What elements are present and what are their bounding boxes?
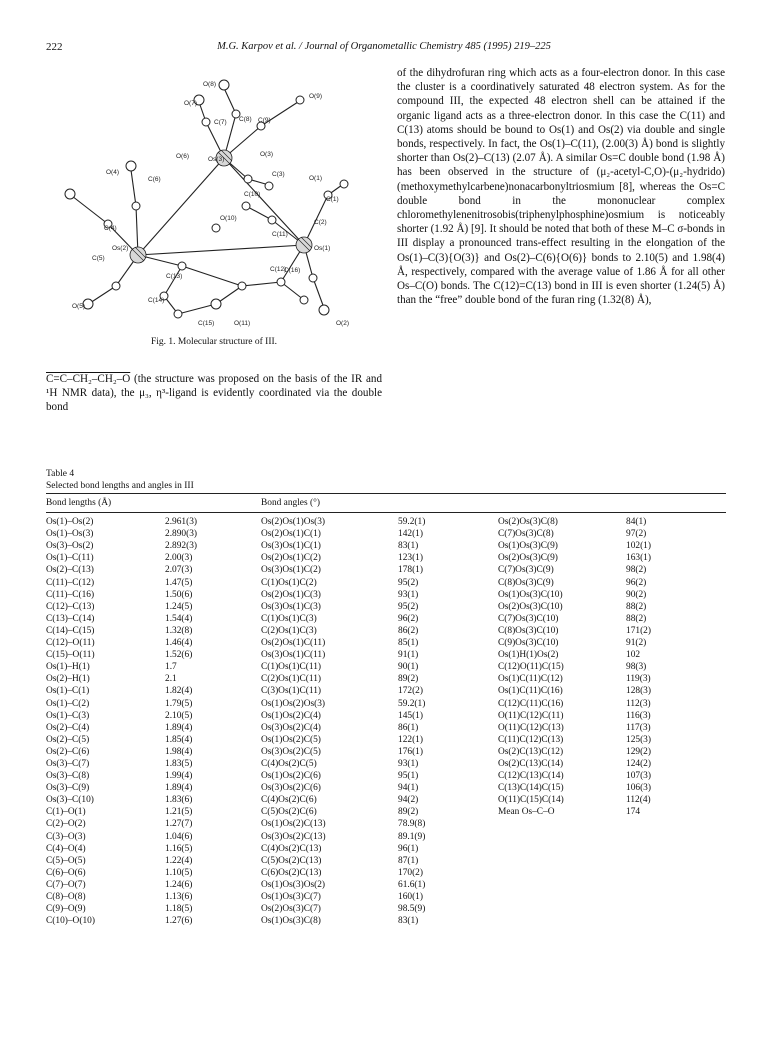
table-row: [46, 770, 726, 782]
table-cell: 170(2): [398, 867, 423, 878]
table-cell: 89.1(9): [398, 831, 426, 842]
table-cell: Os(1)–C(11): [46, 553, 94, 564]
table-cell: Os(1)–C(2): [46, 698, 90, 709]
table-row: [46, 540, 726, 552]
table-cell: C(10)–O(10): [46, 916, 95, 927]
table-cell: C(11)–C(16): [46, 589, 95, 600]
table-cell: 1.32(8): [165, 625, 193, 636]
table-row: [46, 685, 726, 697]
table-row: [46, 661, 726, 673]
table-cell: Os(1)–C(1): [46, 686, 90, 697]
table-cell: Os(2)–H(1): [46, 674, 90, 685]
table-cell: 96(1): [398, 843, 419, 854]
atom-label: Os(2): [112, 245, 129, 252]
table-cell: Os(3)Os(2)C(6): [261, 783, 321, 794]
table-cell: 83(1): [398, 541, 419, 552]
table-cell: 171(2): [626, 625, 651, 636]
table-cell: 1.46(4): [165, 638, 193, 649]
atom-label: C(7): [214, 119, 227, 126]
table-cell: Os(1)Os(3)C(10): [498, 589, 563, 600]
table-cell: Os(1)Os(3)C(7): [261, 892, 321, 902]
table-cell: [498, 891, 626, 903]
table-row: [46, 710, 726, 722]
table-cell: 98.5(9): [398, 904, 426, 915]
table-cell: C(12)O(11)C(15): [498, 662, 564, 673]
molecular-structure-figure: [56, 60, 360, 330]
table-cell: C(2)–O(2): [46, 819, 86, 830]
table-cell: 119(3): [626, 674, 651, 685]
atom-label: Os(3): [208, 156, 225, 163]
table-cell: C(7)Os(3)C(8): [498, 529, 554, 540]
table-cell: 90(1): [398, 662, 419, 673]
table-cell: C(5)Os(2)C(6): [261, 807, 317, 818]
table-cell: 88(2): [626, 601, 647, 612]
molecule-drawing: [56, 60, 360, 330]
table-cell: Os(1)C(11)C(12): [498, 674, 563, 685]
table-cell: Os(2)–C(5): [46, 734, 90, 745]
atom-label: O(10): [220, 215, 237, 222]
table-cell: 107(3): [626, 771, 651, 782]
table-cell: Os(2)Os(3)C(8): [498, 517, 558, 528]
table-cell: 1.83(5): [165, 758, 193, 769]
table-cell: C(5)–O(5): [46, 855, 86, 866]
table-cell: [498, 903, 626, 915]
table-cell: Os(2)C(13)C(12): [498, 746, 564, 757]
table-cell: [498, 879, 626, 891]
table-cell: C(7)–O(7): [46, 879, 86, 890]
table-cell: C(1)Os(1)C(3): [261, 613, 317, 624]
table-cell: 1.79(5): [165, 698, 193, 709]
table-cell: 112(3): [626, 698, 651, 709]
overlined-formula: C=C–CH₂–CH₂–O: [46, 373, 131, 385]
table-cell: 2.890(3): [165, 529, 198, 540]
right-column-text: of the dihydrofuran ring which acts as a four-electron donor. In this case the cluster is a coordinatively saturated 48 electron system. As for the compound III, the expected 48 electron shell can be attained if the organic ligand acts as a three-electron donor. In this case the C(11) and C(13) atoms should be bound to Os(1) and Os(2) via double and single bonds, respectively. In fact, the Os(1)–C(11), (2.00(3) Å) bond is slightly shorter than Os(2)–C(13) (2.07 Å). A similar Os=C double bond (1.98 Å) has been observed in the structure of (μ₂-acetyl-C,O)-(μ₂-hydrido)(methoxymethylcarbene)nonacarbonyltriosmium [8], whereas the Os=C double bond in the mononuclear complex chloromethylenenitrosobis(triphenylphosphine)osmium is noticeably shorter (1.92 Å) [9]. It should be noted that both of these M–C σ-bonds in III display a pronounced trans-effect resulting in the elongation of the Os(1)–C(3){O(3)} and Os(2)–C(6){O(6)} bonds to 2.10(5) and 1.98(4) Å, respectively, compared with the average value of 1.86 Å for all other Os–C(O) bonds. The C(12)=C(13) bond in III is even shorter (1.24(5) Å) than the “free” double bond of the furan ring (1.32(8) Å),: [397, 67, 725, 307]
table-cell: Os(1)Os(2)Os(3): [261, 698, 326, 709]
table-cell: 89(2): [398, 807, 419, 818]
table-cell: C(13)C(14)C(15): [498, 783, 564, 794]
table-cell: 1.27(6): [165, 916, 193, 927]
table-cell: 86(2): [398, 625, 419, 636]
table-cell: 2.07(3): [165, 565, 193, 576]
table-cell: Os(3)Os(2)C(4): [261, 722, 321, 733]
table-cell: [498, 915, 626, 927]
table-cell: C(11)C(12)C(13): [498, 734, 564, 745]
table-cell: Os(3)Os(2)C(13): [261, 831, 326, 842]
table-cell: [498, 843, 626, 855]
table-row: [46, 843, 726, 855]
table-cell: 1.7: [165, 662, 177, 673]
table-cell: 93(1): [398, 589, 419, 600]
table-cell: 98(3): [626, 662, 647, 673]
table-cell: 1.98(4): [165, 746, 193, 757]
table-cell: 95(2): [398, 601, 419, 612]
table-cell: C(11)–C(12): [46, 577, 95, 588]
table-cell: 86(1): [398, 722, 419, 733]
table-cell: C(7)Os(3)C(10): [498, 613, 559, 624]
table-cell: [626, 831, 726, 843]
atom-label: O(7): [184, 100, 197, 107]
table-row: [46, 734, 726, 746]
atom-label: C(13): [166, 273, 183, 280]
table-cell: C(4)Os(2)C(5): [261, 758, 317, 769]
table-cell: Os(1)Os(2)C(4): [261, 710, 321, 721]
table-cell: 96(2): [626, 577, 647, 588]
table-cell: Os(2)Os(1)C(2): [261, 553, 321, 564]
atom-label: O(4): [106, 169, 119, 176]
table-cell: Mean Os–C–O: [498, 807, 555, 818]
table-cell: [626, 867, 726, 879]
table-cell: C(4)Os(2)C(6): [261, 795, 317, 806]
table-cell: 61.6(1): [398, 879, 426, 890]
table-cell: 117(3): [626, 722, 651, 733]
table-cell: 1.89(4): [165, 722, 193, 733]
table-cell: 89(2): [398, 674, 419, 685]
table-cell: 2.961(3): [165, 517, 198, 528]
table-cell: C(14)–C(15): [46, 625, 95, 636]
table-cell: 1.22(4): [165, 855, 193, 866]
table-cell: C(5)Os(2)C(13): [261, 855, 322, 866]
table-cell: Os(1)–Os(2): [46, 517, 94, 528]
table-cell: C(1)Os(1)C(11): [261, 662, 322, 673]
table-cell: 1.99(4): [165, 771, 193, 782]
table-cell: 124(2): [626, 758, 651, 769]
table-cell: C(12)–C(13): [46, 601, 95, 612]
atom-label: C(9): [258, 117, 271, 124]
table-row: [46, 528, 726, 540]
table-cell: 1.24(5): [165, 601, 193, 612]
table-cell: 90(2): [626, 589, 647, 600]
table-cell: [626, 903, 726, 915]
table-cell: 163(1): [626, 553, 651, 564]
table-cell: Os(2)Os(3)C(10): [498, 601, 563, 612]
table-cell: 84(1): [626, 517, 647, 528]
table-row: [46, 867, 726, 879]
table-row: [46, 794, 726, 806]
table-cell: 98(2): [626, 565, 647, 576]
table-cell: 174: [626, 807, 641, 818]
table-cell: Os(3)–C(8): [46, 771, 90, 782]
table-cell: 123(1): [398, 553, 423, 564]
table-row: [46, 831, 726, 843]
table-cell: C(4)Os(2)C(13): [261, 843, 322, 854]
table-cell: 1.50(6): [165, 589, 193, 600]
table-row: [46, 589, 726, 601]
table-cell: [498, 818, 626, 830]
table-cell: Os(1)Os(2)C(6): [261, 771, 321, 782]
table-cell: 1.83(6): [165, 795, 193, 806]
table-cell: 1.10(5): [165, 867, 193, 878]
table-cell: Os(1)–C(3): [46, 710, 90, 721]
table-cell: 93(1): [398, 758, 419, 769]
table-row: [46, 903, 726, 915]
table-cell: 1.13(6): [165, 892, 193, 902]
table-cell: 1.21(5): [165, 807, 193, 818]
table-cell: C(13)–C(14): [46, 613, 95, 624]
table-row: [46, 915, 726, 927]
table-cell: Os(1)Os(3)C(8): [261, 916, 321, 927]
table-cell: 94(1): [398, 783, 419, 794]
table-cell: [498, 867, 626, 879]
atom-label: C(1): [326, 196, 339, 203]
table-cell: 78.9(8): [398, 819, 426, 830]
table-cell: Os(1)–Os(3): [46, 529, 94, 540]
table-cell: C(9)Os(3)C(10): [498, 638, 559, 649]
table-row: [46, 613, 726, 625]
table-cell: Os(1)C(11)C(16): [498, 686, 563, 697]
table-cell: 2.00(3): [165, 553, 193, 564]
table-cell: 122(1): [398, 734, 423, 745]
atom-label: O(3): [260, 151, 273, 158]
table-cell: 129(2): [626, 746, 651, 757]
table-cell: O(11)C(12)C(13): [498, 722, 564, 733]
atom-label: O(6): [176, 153, 189, 160]
atom-label: O(5): [72, 303, 85, 310]
table-cell: C(1)–O(1): [46, 807, 86, 818]
table-cell: 176(1): [398, 746, 423, 757]
left-column-text: [46, 372, 382, 415]
table-row: [46, 625, 726, 637]
table-cell: 160(1): [398, 892, 423, 902]
table-cell: 1.04(6): [165, 831, 193, 842]
atom-label: O(2): [336, 320, 349, 327]
table-cell: 1.16(5): [165, 843, 193, 854]
table-cell: Os(1)Os(2)C(13): [261, 819, 326, 830]
table-cell: Os(3)–C(10): [46, 795, 94, 806]
table-cell: Os(1)Os(3)Os(2): [261, 879, 326, 890]
table-cell: Os(1)H(1)Os(2): [498, 650, 559, 661]
table-cell: 59.2(1): [398, 698, 426, 709]
table-cell: [498, 831, 626, 843]
table-cell: [626, 818, 726, 830]
table-cell: C(9)–O(9): [46, 904, 86, 915]
table-row: [46, 698, 726, 710]
table-row: [46, 601, 726, 613]
table-cell: Os(2)Os(1)Os(3): [261, 517, 326, 528]
left-paragraph-rest: (the structure was proposed on the basis of the IR and ¹H NMR data), the μ₃, η³-ligand is evidently coordinated via the double bond: [46, 373, 382, 414]
table-cell: 2.1: [165, 674, 177, 685]
table-row: [46, 564, 726, 576]
table-cell: C(4)–O(4): [46, 843, 86, 854]
table-cell: 2.892(3): [165, 541, 198, 552]
table-cell: 1.52(6): [165, 650, 193, 661]
table-cell: [626, 879, 726, 891]
table-cell: 102(1): [626, 541, 651, 552]
table-cell: 94(2): [398, 795, 419, 806]
table-row: [46, 513, 726, 529]
table-cell: [626, 891, 726, 903]
table-cell: 1.82(4): [165, 686, 193, 697]
table-cell: C(12)C(11)C(16): [498, 698, 564, 709]
table-row: [46, 649, 726, 661]
atom-label: C(12): [270, 266, 287, 273]
atom-label: C(5): [92, 255, 105, 262]
table-cell: 1.85(4): [165, 734, 193, 745]
table-row: [46, 818, 726, 830]
atom-label: O(9): [309, 93, 322, 100]
atom-label: O(1): [309, 175, 322, 182]
table-cell: Os(2)–C(6): [46, 746, 90, 757]
table-cell: Os(3)–Os(2): [46, 541, 94, 552]
table-cell: 96(2): [398, 613, 419, 624]
table-row: [46, 577, 726, 589]
table-cell: C(8)Os(3)C(9): [498, 577, 554, 588]
table-cell: 178(1): [398, 565, 423, 576]
table-cell: 1.24(6): [165, 879, 193, 890]
table-row: [46, 855, 726, 867]
table-cell: 142(1): [398, 529, 423, 540]
table-cell: 59.2(1): [398, 517, 426, 528]
table-number: Table 4: [46, 469, 75, 479]
atom-label: C(6): [148, 176, 161, 183]
table-cell: 125(3): [626, 734, 651, 745]
atom-label: C(15): [198, 320, 215, 327]
table-cell: 1.89(4): [165, 783, 193, 794]
table-cell: 91(1): [398, 650, 419, 661]
table-cell: 106(3): [626, 783, 651, 794]
atom-label: C(4): [104, 225, 117, 232]
table-row: [46, 673, 726, 685]
table-cell: C(12)–O(11): [46, 638, 95, 649]
table-cell: 2.10(5): [165, 710, 193, 721]
atom-label: Os(1): [314, 245, 331, 252]
atom-label: O(8): [203, 81, 216, 88]
table-cell: Os(3)Os(1)C(2): [261, 565, 321, 576]
table-cell: C(8)–O(8): [46, 892, 86, 902]
table-cell: Os(3)Os(2)C(5): [261, 746, 321, 757]
figure-caption: Fig. 1. Molecular structure of III.: [150, 337, 278, 347]
table-cell: 112(4): [626, 795, 651, 806]
table-title: [46, 468, 194, 492]
table-cell: 95(2): [398, 577, 419, 588]
table-cell: [498, 855, 626, 867]
table-cell: O(11)C(12)C(11): [498, 710, 564, 721]
atom-label: C(10): [244, 191, 261, 198]
table-cell: 1.18(5): [165, 904, 193, 915]
table-cell: Os(3)Os(1)C(3): [261, 601, 321, 612]
table-cell: 116(3): [626, 710, 651, 721]
table-row: [46, 879, 726, 891]
table-cell: Os(2)C(13)C(14): [498, 758, 564, 769]
table-row: [46, 552, 726, 564]
table-cell: 1.54(4): [165, 613, 193, 624]
atom-label: C(8): [239, 116, 252, 123]
bond-table: [46, 493, 726, 927]
table-cell: [626, 915, 726, 927]
table-cell: C(6)–O(6): [46, 867, 86, 878]
table-cell: C(2)Os(1)C(3): [261, 625, 317, 636]
table-cell: 97(2): [626, 529, 647, 540]
table-cell: C(2)Os(1)C(11): [261, 674, 322, 685]
table-row: [46, 782, 726, 794]
atom-label: C(11): [272, 231, 288, 238]
table-cell: 128(3): [626, 686, 651, 697]
running-head: M.G. Karpov et al. / Journal of Organometallic Chemistry 485 (1995) 219–225: [217, 41, 551, 52]
table-cell: Os(2)–C(13): [46, 565, 94, 576]
atom-label: C(2): [314, 219, 327, 226]
table-row: [46, 637, 726, 649]
table-cell: Os(2)Os(3)C(9): [498, 553, 558, 564]
table-cell: 1.47(5): [165, 577, 193, 588]
table-cell: Os(2)Os(1)C(3): [261, 589, 321, 600]
table-cell: Os(3)Os(1)C(1): [261, 541, 321, 552]
table-cell: 145(1): [398, 710, 423, 721]
table-cell: 91(2): [626, 638, 647, 649]
table-cell: Os(2)Os(1)C(1): [261, 529, 321, 540]
table-cell: O(11)C(15)C(14): [498, 795, 564, 806]
table-cell: Os(2)Os(3)C(7): [261, 904, 321, 915]
atom-label: C(14): [148, 297, 165, 304]
table-row: [46, 722, 726, 734]
table-cell: Os(3)Os(1)C(11): [261, 650, 326, 661]
table-cell: Os(1)Os(2)C(5): [261, 734, 321, 745]
table-row: [46, 806, 726, 818]
table-cell: 102: [626, 650, 641, 661]
table-cell: C(1)Os(1)C(2): [261, 577, 317, 588]
table-cell: [626, 855, 726, 867]
table-cell: 172(2): [398, 686, 423, 697]
atom-label: C(3): [272, 171, 285, 178]
table-cell: Os(1)Os(3)C(9): [498, 541, 558, 552]
table-cell: C(3)–O(3): [46, 831, 86, 842]
table-cell: C(6)Os(2)C(13): [261, 867, 322, 878]
table-cell: C(3)Os(1)C(11): [261, 686, 322, 697]
table-cell: 85(1): [398, 638, 419, 649]
page-number: 222: [46, 41, 63, 53]
header-bond-lengths: Bond lengths (Å): [46, 494, 261, 513]
table-cell: Os(2)Os(1)C(11): [261, 638, 326, 649]
table-cell: 88(2): [626, 613, 647, 624]
table-cell: C(8)Os(3)C(10): [498, 625, 559, 636]
table-cell: Os(3)–C(9): [46, 783, 90, 794]
table-subtitle: Selected bond lengths and angles in III: [46, 481, 194, 491]
table-cell: 1.27(7): [165, 819, 193, 830]
table-cell: 95(1): [398, 771, 419, 782]
table-cell: [626, 843, 726, 855]
table-row: [46, 758, 726, 770]
table-cell: 83(1): [398, 916, 419, 927]
atom-label: C(16): [284, 267, 301, 274]
table-cell: Os(2)–C(4): [46, 722, 90, 733]
table-cell: Os(3)–C(7): [46, 758, 90, 769]
atom-label: O(11): [234, 320, 251, 327]
table-cell: 87(1): [398, 855, 419, 866]
table-cell: Os(1)–H(1): [46, 662, 90, 673]
table-cell: C(7)Os(3)C(9): [498, 565, 554, 576]
table-cell: C(12)C(13)C(14): [498, 771, 564, 782]
table-row: [46, 891, 726, 903]
header-bond-angles: Bond angles (°): [261, 494, 726, 513]
table-cell: C(15)–O(11): [46, 650, 95, 661]
table-row: [46, 746, 726, 758]
